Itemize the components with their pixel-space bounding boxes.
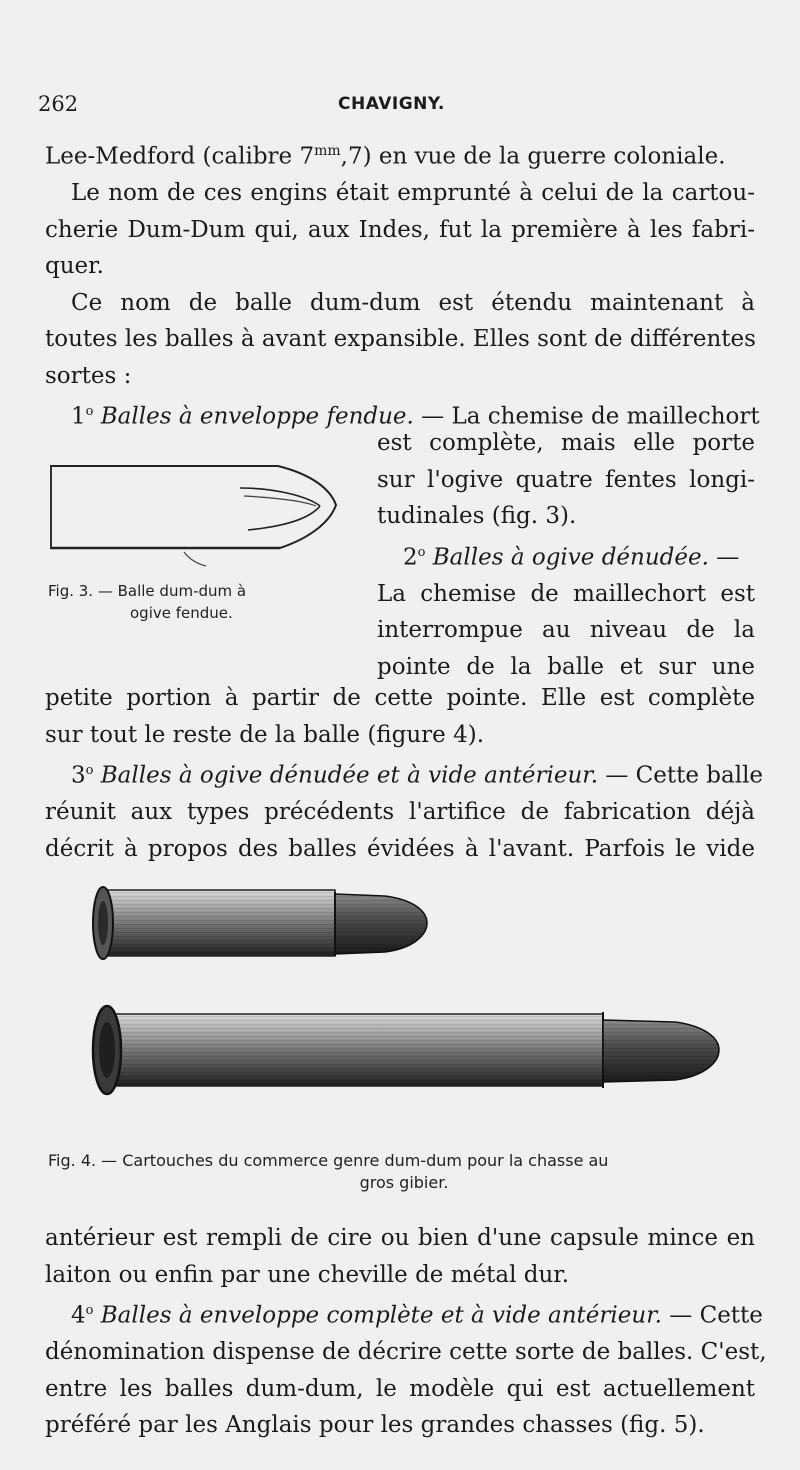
fig3-bullet-illustration <box>48 460 348 572</box>
text-line: La chemise de maillechort est <box>377 580 755 607</box>
text-line: 1$^o$ Balles à enveloppe fendue. — La chemise de maillechort <box>71 403 760 430</box>
page-number: 262 <box>38 92 79 116</box>
fig3-caption <box>48 580 368 624</box>
long-cartridge <box>93 1006 719 1094</box>
text-line: entre les balles dum-dum, le modèle qui est actuellement <box>45 1375 755 1402</box>
text-block-top <box>45 133 760 435</box>
fig4-cartridges-illustration <box>85 880 735 1120</box>
text-block-middle <box>45 680 764 867</box>
text-block-fig3-side <box>377 425 755 685</box>
fig4-caption <box>48 1150 760 1194</box>
text-line: 4$^o$ Balles à enveloppe complète et à vide antérieur. — Cette <box>71 1302 763 1329</box>
text-block-bottom <box>45 1220 767 1444</box>
fig3-caption-line: Fig. 3. — Balle dum-dum à <box>48 582 247 600</box>
text-line: décrit à propos des balles évidées à l'avant. Parfois le vide <box>45 835 755 862</box>
text-line: laiton ou enfin par une cheville de métal dur. <box>45 1261 570 1288</box>
text-line: cherie Dum-Dum qui, aux Indes, fut la première à les fabri- <box>45 216 755 243</box>
short-cartridge <box>93 887 427 959</box>
text-line: sur tout le reste de la balle (figure 4). <box>45 721 485 748</box>
text-line: Le nom de ces engins était emprunté à celui de la cartou- <box>71 180 755 207</box>
text-line: tudinales (fig. 3). <box>377 503 577 529</box>
text-line: pointe de la balle et sur une <box>377 653 755 680</box>
text-line: Lee-Medford (calibre $7^{mm},7$) en vue de la guerre coloniale. <box>45 143 726 170</box>
text-line: antérieur est rempli de cire ou bien d'une capsule mince en <box>45 1225 755 1251</box>
running-header <box>38 92 758 122</box>
fig4-caption-line: Fig. 4. — Cartouches du commerce genre dum-dum pour la chasse au <box>48 1151 609 1170</box>
text-line: 3$^o$ Balles à ogive dénudée et à vide antérieur. — Cette balle <box>71 762 764 789</box>
text-line: quer. <box>45 253 104 280</box>
text-line: préféré par les Anglais pour les grandes chasses (fig. 5). <box>45 1412 705 1439</box>
text-line: est complète, mais elle porte <box>377 430 755 456</box>
text-line: interrompue au niveau de la <box>377 617 755 644</box>
text-line: sortes : <box>45 362 132 389</box>
text-line: petite portion à partir de cette pointe. Elle est complète <box>45 685 755 711</box>
running-title: CHAVIGNY. <box>338 94 445 114</box>
text-line: Ce nom de balle dum-dum est étendu maintenant à <box>71 289 755 316</box>
fig4-caption-line: gros gibier. <box>359 1173 449 1192</box>
text-line: toutes les balles à avant expansible. Elles sont de différentes <box>45 326 756 353</box>
text-line: dénomination dispense de décrire cette sorte de balles. C'est, <box>45 1339 767 1366</box>
text-line: sur l'ogive quatre fentes longi- <box>377 466 755 493</box>
text-line: réunit aux types précédents l'artifice de fabrication déjà <box>45 799 755 826</box>
text-line: 2$^o$ Balles à ogive dénudée. — <box>403 544 740 571</box>
fig3-caption-line: ogive fendue. <box>130 604 233 622</box>
